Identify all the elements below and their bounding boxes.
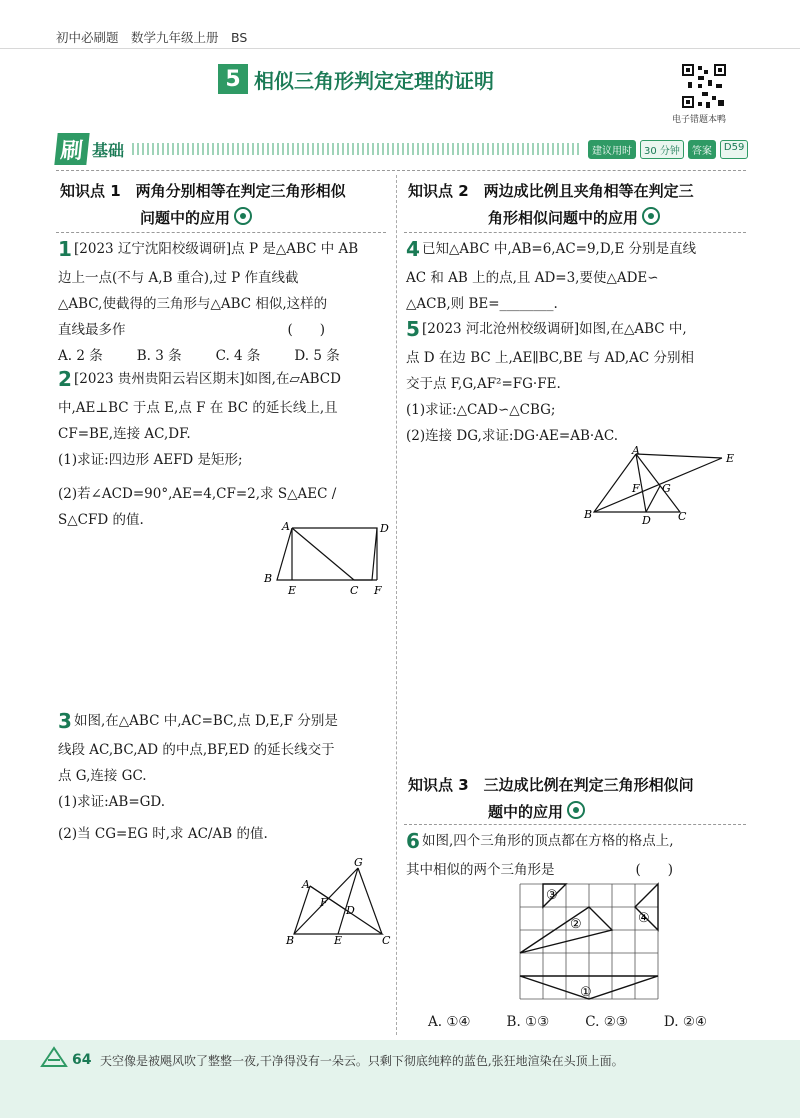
q6-line: 如图,四个三角形的顶点都在方格的格点上, [422,833,674,849]
q3-number: 3 [58,709,72,733]
q3-line: 如图,在△ABC 中,AC=BC,点 D,E,F 分别是 [74,713,338,729]
question-6 [406,828,746,883]
question-4 [406,236,746,317]
kp2-line1: 知识点 2 两边成比例且夹角相等在判定三 [408,182,694,200]
fig-label: ④ [638,911,650,926]
q1-option-a[interactable]: A. 2 条 [58,348,103,364]
section-stripe [132,143,582,155]
fig-label: E [726,452,735,465]
q1-number: 1 [58,237,72,261]
fig-label: C [678,510,687,523]
q1-line: △ABC,使截得的三角形与△ABC 相似,这样的 [58,296,328,312]
q1-line: [2023 辽宁沈阳校级调研]点 P 是△ABC 中 AB [74,241,359,257]
kp3-divider [404,824,746,825]
q3-line: 点 G,连接 GC. [58,768,147,784]
fig-label: A [302,878,310,891]
page-number: 64 [72,1052,92,1068]
q2-line: (2)若∠ACD=90°,AE=4,CF=2,求 S△AEC / S△CFD 的值. [58,486,337,528]
footer-quote: 天空像是被飓风吹了整整一夜,干净得没有一朵云。只剩下彻底纯粹的蓝色,张狂地渲染在头顶上面。 [100,1054,624,1068]
time-label: 建议用时 [588,140,636,159]
q4-line: 已知△ABC 中,AB=6,AC=9,D,E 分别是直线 [422,241,697,257]
fig-label: F [320,896,328,909]
fig-label: ② [570,917,582,932]
q1-option-b[interactable]: B. 3 条 [136,348,182,364]
fig-label: D [346,904,355,917]
q2-line: CF=BE,连接 AC,DF. [58,426,191,442]
fig-label: B [264,572,273,585]
question-1 [58,236,388,369]
kp3-line1: 知识点 3 三边成比例在判定三角形相似问 [408,776,694,794]
knowledge-point-3 [408,774,694,822]
fig-label: G [354,856,363,869]
answer-label: 答案 [688,140,716,159]
fig-label: C [382,934,391,946]
answer-page: D59 [720,140,748,159]
q5-line: 交于点 F,G,AF²=FG·FE. [406,376,561,392]
qr-caption: 电子错题本鸭 [672,115,727,125]
q5-line: (1)求证:△CAD∽△CBG; [406,402,556,418]
q6-number: 6 [406,829,420,853]
question-3 [58,708,388,847]
target-icon [642,207,660,225]
fig-label: ③ [546,888,558,903]
header-divider [0,48,800,49]
target-icon [567,801,585,819]
question-5 [406,316,746,449]
knowledge-point-1 [60,180,346,228]
q6-line: 其中相似的两个三角形是 ( ) [406,862,674,878]
q5-line: 点 D 在边 BC 上,AE∥BC,BE 与 AD,AC 分别相 [406,350,695,366]
fig-label: A [282,520,290,533]
question-2 [58,366,388,533]
time-value: 30 分钟 [640,140,684,159]
q6-grid-figure [518,882,660,1004]
fig-label: ① [580,985,592,1000]
book-header: 初中必刷题 数学九年级上册 BS [56,30,248,45]
q4-number: 4 [406,237,420,261]
kp1-divider [56,232,386,233]
q5-number: 5 [406,317,420,341]
kp1-line1: 知识点 1 两角分别相等在判定三角形相似 [60,182,346,200]
kp1-line2: 问题中的应用 [140,209,231,227]
q5-figure [580,446,740,526]
lesson-title: 相似三角形判定定理的证明 [254,68,494,93]
kp2-divider [404,232,746,233]
fig-label: D [642,514,651,526]
section-icon: 刷 [54,133,89,165]
time-info [588,140,748,159]
pencil-icon [40,1046,68,1068]
q6-option-d[interactable]: D. ②④ [663,1014,708,1030]
q3-line: (2)当 CG=EG 时,求 AC/AB 的值. [58,826,268,842]
fig-label: E [288,584,297,597]
q1-option-d[interactable]: D. 5 条 [294,348,340,364]
q6-option-b[interactable]: B. ①③ [506,1014,550,1030]
qr-code-icon[interactable] [680,62,728,110]
fig-label: F [374,584,382,597]
kp2-line2: 角形相似问题中的应用 [488,209,639,227]
target-icon [234,207,252,225]
q2-line: 中,AE⊥BC 于点 E,点 F 在 BC 的延长线上,且 [58,400,338,416]
q2-line: [2023 贵州贵阳云岩区期末]如图,在▱ABCD [74,371,341,387]
q2-line: (1)求证:四边形 AEFD 是矩形; [58,452,243,468]
q1-line: 边上一点(不与 A,B 重合),过 P 作直线截 [58,270,299,286]
lesson-number: 5 [218,64,248,94]
fig-label: E [334,934,343,946]
q3-line: 线段 AC,BC,AD 的中点,BF,ED 的延长线交于 [58,742,335,758]
q3-line: (1)求证:AB=GD. [58,794,166,810]
fig-label: F [632,482,640,495]
fig-label: D [380,522,389,535]
knowledge-point-2 [408,180,694,228]
kp3-line2: 题中的应用 [488,803,564,821]
fig-label: B [286,934,295,946]
column-divider [396,175,397,1035]
fig-label: A [632,446,640,457]
q6-option-a[interactable]: A. ①④ [428,1014,471,1030]
fig-label: C [350,584,359,597]
q6-option-c[interactable]: C. ②③ [585,1014,628,1030]
q2-figure [262,520,392,600]
q6-options [428,1014,707,1030]
q3-figure [282,856,394,946]
section-label: 基础 [92,141,125,160]
q1-option-c[interactable]: C. 4 条 [215,348,261,364]
fig-label: B [584,508,593,521]
q2-number: 2 [58,367,72,391]
fig-label: G [662,482,671,495]
section-divider [56,170,746,171]
q5-line: [2023 河北沧州校级调研]如图,在△ABC 中, [422,321,687,337]
q1-line: 直线最多作 ( ) [58,322,326,338]
lesson-title-bar [218,64,494,94]
q4-line: △ACB,则 BE=________. [406,296,558,312]
q5-line: (2)连接 DG,求证:DG·AE=AB·AC. [406,428,619,444]
q4-line: AC 和 AB 上的点,且 AD=3,要使△ADE∽ [406,270,659,286]
